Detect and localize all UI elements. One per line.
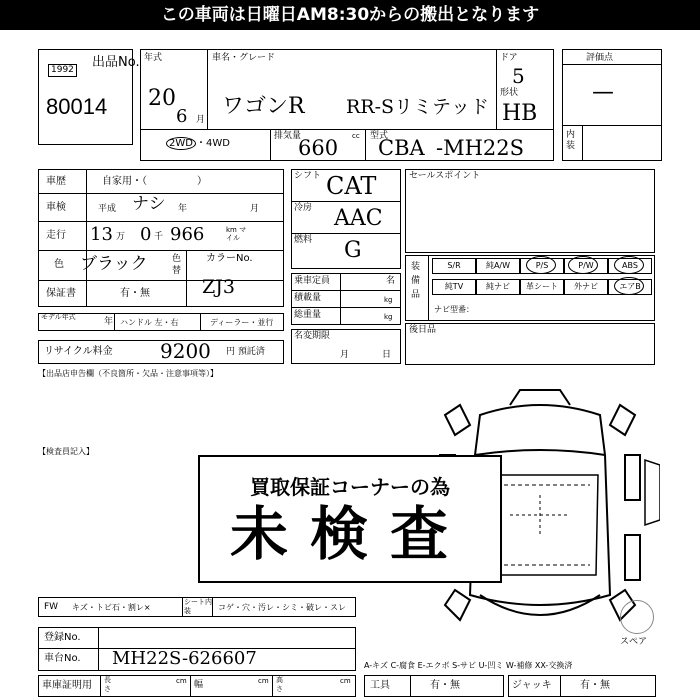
month-unit: 月 [196,115,206,125]
capacity-unit: 名 [386,276,396,286]
stamp-line2: 未検査 [229,500,470,568]
model-label: 型式 [370,131,389,141]
gross-label: 総重量 [294,310,322,320]
mileage-label: 走行 [46,230,66,241]
model-year-unit: 年 [104,317,114,327]
door-value: 5 [512,64,525,88]
rating-value: — [592,80,614,105]
equip-pw: P/W [564,258,608,274]
stamp-box [198,455,502,583]
exhibit-label: 出品No. [92,55,140,70]
equip-abs: ABS [608,258,652,274]
inspection-label: 車検 [46,202,66,213]
equip-aw: 純A/W [476,258,520,274]
later-label: 後日品 [409,325,437,335]
recycle-value: 9200 [160,339,211,363]
height-cm: cm [340,677,351,685]
model-code: -MH22S [436,136,525,160]
equip-navi: 純ナビ [476,279,520,295]
exhibit-sub: 1992 [48,64,77,77]
fuel-label: 燃料 [294,235,313,245]
color-no-value: ZJ3 [202,276,235,298]
equip-tv: 純TV [432,279,476,295]
drive-type: 2WD ・4WD [166,138,230,150]
circle-ps [526,256,556,274]
equip-ext-navi: 外ナビ [564,279,608,295]
ac-value: AAC [334,206,383,231]
year-label: 年式 [144,53,163,63]
shape-value: HB [502,101,538,126]
equip-airbag: エアB [608,279,652,295]
seat-label: シート内装 [184,598,212,615]
fw-label: FW [44,602,59,612]
circle-airbag [614,277,644,295]
history-label: 車歴 [46,176,66,187]
shift-value: CAT [326,172,377,200]
rename-month: 月 [340,350,350,360]
displacement-label: 排気量 [274,131,302,141]
circle-abs [614,256,644,274]
name-label: 車名・グレード [212,53,276,63]
tools-label: 工具 [370,680,390,691]
color-label: 色 [54,259,64,270]
equip-ps: P/S [520,258,564,274]
damage-legend: A-キズ C-腐食 E-エクボ S-サビ U-凹ミ W-補修 XX-交換済 [364,661,573,670]
declaration-label: 【出品店申告欄（不良箇所・欠品・注意事項等）】 [38,369,218,378]
rating-label: 評価点 [586,53,614,63]
equip-leather: 革シート [520,279,564,295]
later-items-box [405,323,655,365]
recycle-unit: 円 預託済 [226,347,265,357]
navi-label: ナビ型番： [434,305,474,314]
shift-label: シフト [294,171,322,181]
mileage-man-unit: 万 [116,232,126,242]
stamp-line1: 買取保証コーナーの為 [250,475,450,499]
mileage-unit: km マイル [226,226,247,242]
shape-label: 形状 [500,88,519,98]
drive-4wd: 4WD [205,138,230,149]
inspection-value: ナシ [132,194,166,214]
fw-text: キズ・トビ石・割レ× [72,603,151,612]
displacement-value: 660 [298,136,339,160]
displacement-unit: cc [352,132,360,140]
inspection-year: 年 [178,204,188,214]
width-cm: cm [258,677,269,685]
gross-unit: kg [384,313,393,321]
height-label: 高さ [276,676,283,693]
rename-day: 日 [382,350,392,360]
mileage-man: 13 [90,224,113,245]
equip-sr: S/R [432,258,476,274]
spare-tire-icon [620,600,654,634]
month-value: 6 [176,106,188,127]
length-cm: cm [176,677,187,685]
mileage-sen-unit: 千 [154,232,164,242]
inspection-month: 月 [250,204,260,214]
car-name: ワゴンR [222,94,305,119]
color-change: 色替 [172,254,182,276]
cert-label: 車庫証明用 [42,680,92,691]
inspection-era: 平成 [98,204,117,214]
warranty-label: 保証書 [46,288,76,299]
capacity-label: 乗車定員 [294,276,331,286]
load-label: 積載量 [294,293,322,303]
model-prefix: CBA [378,136,425,160]
color-no-label: カラーNo. [206,253,253,264]
door-label: ドア [500,53,518,63]
year-value: 20 [148,86,176,111]
tools-value: 有・無 [430,680,460,691]
warranty-value: 有・無 [120,288,150,299]
dealer-label: ディーラー・並行 [210,318,274,327]
history-value: 自家用・（ ） [102,176,207,187]
interior-label: 内装 [566,130,576,151]
rename-label: 名変期限 [294,331,331,341]
chassis-label: 車台No. [44,653,81,664]
jack-value: 有・無 [580,680,610,691]
recycle-label: リサイクル料金 [44,346,113,357]
grade: RR-Sリミテッド [346,96,490,118]
header-banner: この車両は日曜日AM8:30からの搬出となります [0,0,700,30]
inspector-label: 【検査員記入】 [38,447,94,456]
jack-label: ジャッキ [512,680,552,691]
ac-label: 冷房 [294,203,313,213]
color-value: ブラック [80,254,148,274]
fuel-value: G [344,238,362,263]
seat-text: コゲ・穴・汚レ・シミ・破レ・スレ [218,603,346,612]
sales-point-label: セールスポイント [409,171,481,181]
handle-label: ハンドル 左・右 [120,318,179,327]
mileage-rest: 966 [170,224,205,245]
lot-number: 80014 [46,94,108,119]
mileage-sen: 0 [140,224,152,245]
load-unit: kg [384,296,393,304]
circle-pw [568,256,598,274]
width-label: 幅 [194,680,204,690]
model-year-label: モデル年式 [41,313,76,321]
chassis-value: MH22S-626607 [112,648,257,669]
drive-2wd: 2WD [166,137,196,150]
equipment-label: 装備品 [411,262,421,300]
spare-label: スペア [620,637,648,647]
reg-label: 登録No. [44,632,81,643]
length-label: 長さ [104,676,111,693]
